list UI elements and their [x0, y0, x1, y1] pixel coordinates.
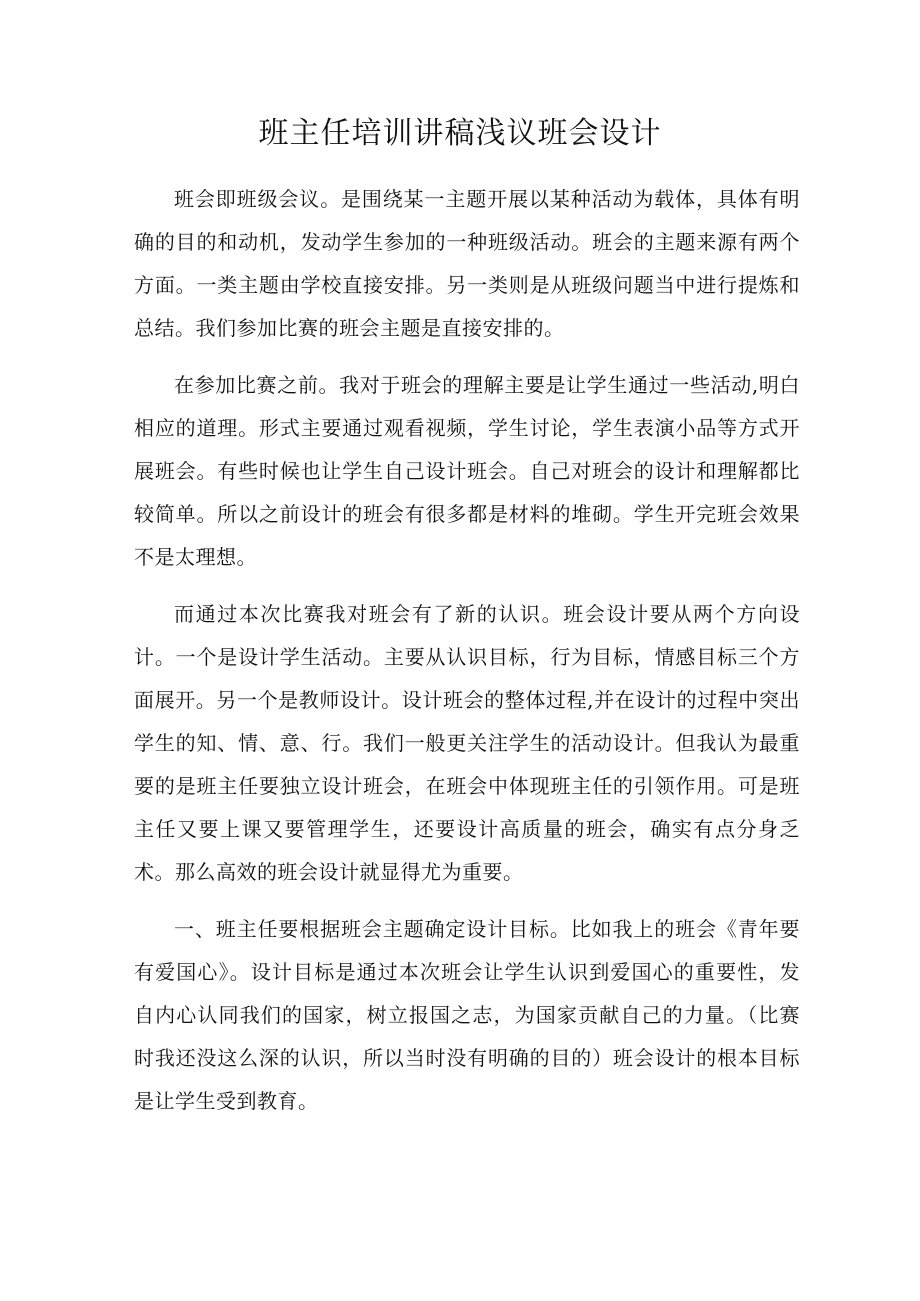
paragraph-2: 在参加比赛之前。我对于班会的理解主要是让学生通过一些活动,明白相应的道理。形式主要通过观看视频，学生讨论，学生表演小品等方式开展班会。有些时候也让学生自己设计班会。自己对班会的设计和理解都比较简单。所以之前设计的班会有很多都是材料的堆砌。学生开完班会效果不是太理想。	[134, 373, 800, 569]
document-title: 班主任培训讲稿浅议班会设计	[258, 116, 662, 151]
document-body	[134, 178, 800, 1137]
paragraph-3: 而通过本次比赛我对班会有了新的认识。班会设计要从两个方向设计。一个是设计学生活动。主要从认识目标，行为目标，情感目标三个方面展开。另一个是教师设计。设计班会的整体过程,并在设计的过程中突出学生的知、情、意、行。我们一般更关注学生的活动设计。但我认为最重要的是班主任要独立设计班会，在班会中体现班主任的引领作用。可是班主任又要上课又要管理学生，还要设计高质量的班会，确实有点分身乏术。那么高效的班会设计就显得尤为重要。	[134, 602, 800, 884]
paragraph-1: 班会即班级会议。是围绕某一主题开展以某种活动为载体，具体有明确的目的和动机，发动学生参加的一种班级活动。班会的主题来源有两个方面。一类主题由学校直接安排。另一类则是从班级问题当中进行提炼和总结。我们参加比赛的班会主题是直接安排的。	[134, 187, 800, 340]
paragraph-4: 一、班主任要根据班会主题确定设计目标。比如我上的班会《青年要有爱国心》。设计目标是通过本次班会让学生认识到爱国心的重要性，发自内心认同我们的国家，树立报国之志，为国家贡献自己的力量。（比赛时我还没这么深的认识，所以当时没有明确的目的）班会设计的根本目标是让学生受到教育。	[134, 917, 800, 1113]
